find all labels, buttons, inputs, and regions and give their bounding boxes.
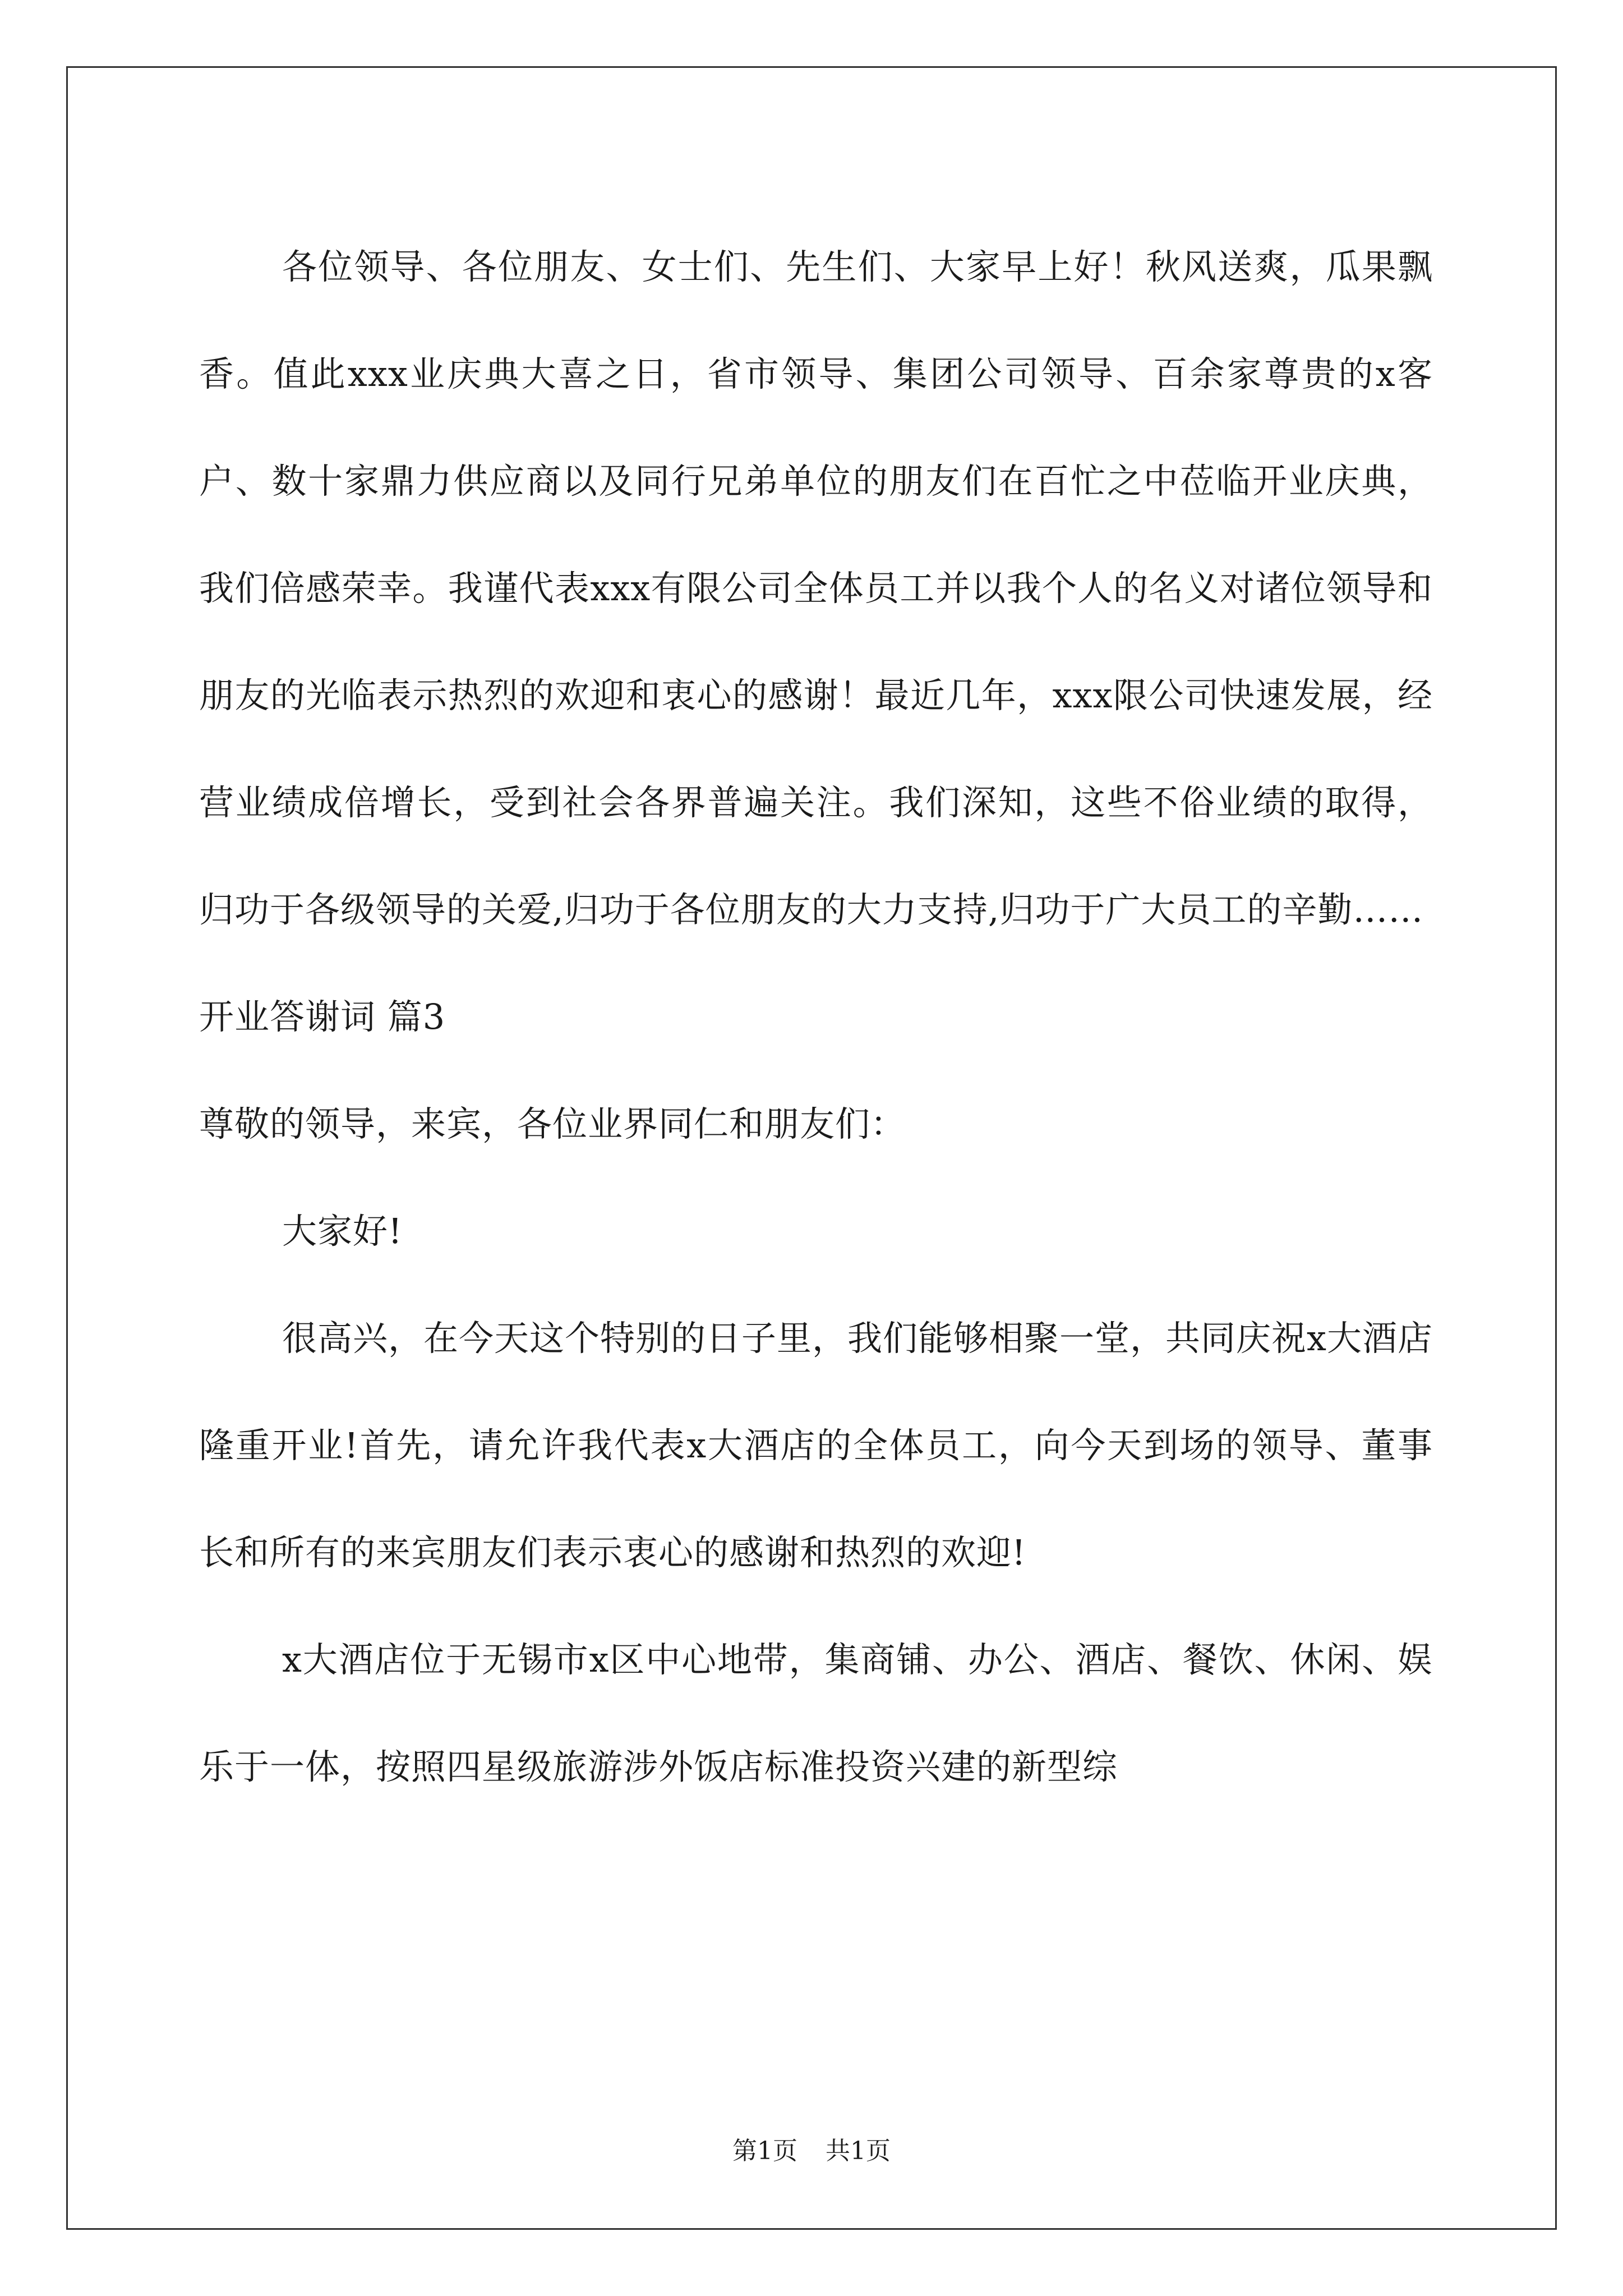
document-body: [199, 213, 1433, 1820]
paragraph-hotel-intro: x大酒店位于无锡市x区中心地带，集商铺、办公、酒店、餐饮、休闲、娱乐于一体，按照四星级旅游涉外饭店标准投资兴建的新型综: [199, 1639, 1433, 1787]
page-total: 共1页: [826, 2137, 891, 2165]
paragraph-celebration: 很高兴，在今天这个特别的日子里，我们能够相聚一堂，共同庆祝x大酒店隆重开业!首先，请允许我代表x大酒店的全体员工，向今天到场的领导、董事长和所有的来宾朋友们表示衷心的感谢和热烈的欢迎!: [199, 1318, 1433, 1573]
paragraph-hello: 大家好!: [282, 1211, 403, 1251]
section-heading: 开业答谢词 篇3: [199, 996, 446, 1037]
paragraph-greeting: 各位领导、各位朋友、女士们、先生们、大家早上好！秋风送爽，瓜果飘香。值此xxx业庆典大喜之日，省市领导、集团公司领导、百余家尊贵的x客户、数十家鼎力供应商以及同行兄弟单位的朋友们在百忙之中莅临开业庆典，我们倍感荣幸。我谨代表xxx有限公司全体员工并以我个人的名义对诸位领导和朋友的光临表示热烈的欢迎和衷心的感谢！最近几年，xxx限公司快速发展，经营业绩成倍增长，受到社会各界普遍关注。我们深知，这些不俗业绩的取得，归功于各级领导的关爱,归功于各位朋友的大力支持,归功于广大员工的辛勤……: [199, 246, 1433, 930]
page-number: 第1页: [732, 2137, 797, 2165]
page-footer: [0, 2131, 1623, 2166]
paragraph-salutation: 尊敬的领导，来宾，各位业界同仁和朋友们：: [199, 1103, 906, 1144]
